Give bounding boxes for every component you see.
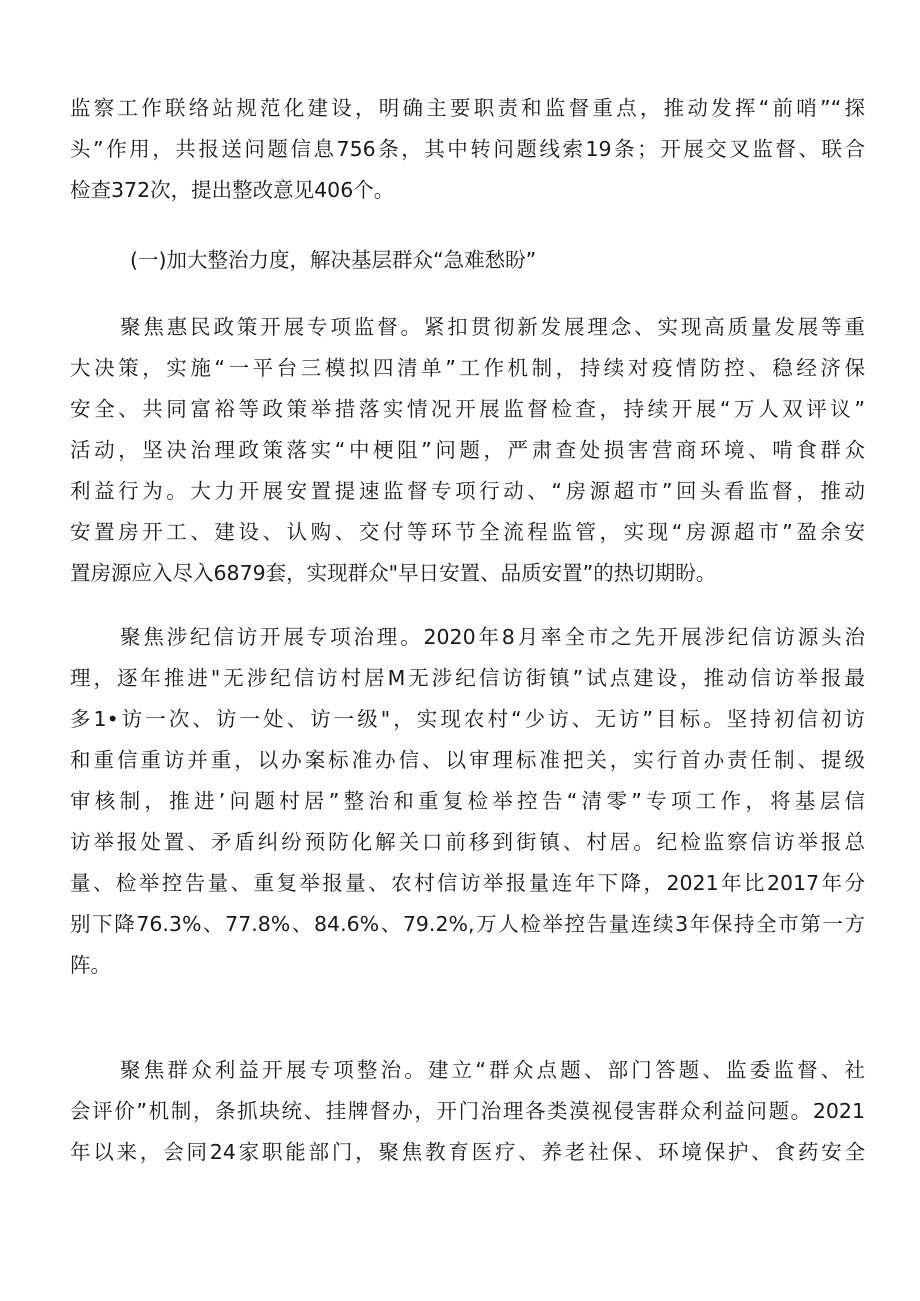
text-line: 头”作用，共报送问题信息756条，其中转问题线索19条；开展交叉监督、联合 bbox=[70, 137, 865, 161]
text-line: 活动，坚决治理政策落实“中梗阻”问题，严肃查处损害营商环境、啃食群众 bbox=[70, 438, 865, 462]
text-line: 聚焦惠民政策开展专项监督。紧扣贯彻新发展理念、实现高质量发展等重 bbox=[120, 315, 865, 339]
text-line: 量、检举控告量、重复举报量、农村信访举报量连年下降，2021年比2017年分 bbox=[70, 871, 865, 895]
paragraph-station-building bbox=[70, 88, 865, 211]
text-line: 访举报处置、矛盾纠纷预防化解关口前移到街镇、村居。纪检监察信访举报总 bbox=[70, 830, 865, 854]
text-line: 和重信重访并重，以办案标准办信、以审理标准把关，实行首办责任制、提级 bbox=[70, 748, 865, 772]
text-line: 年以来，会同24家职能部门，聚焦教育医疗、养老社保、环境保护、食药安全 bbox=[70, 1140, 865, 1164]
section-heading: (一)加大整治力度，解决基层群众“急难愁盼” bbox=[130, 248, 537, 272]
text-line: 别下降76.3%、77.8%、84.6%、79.2%,万人检举控告量连续3年保持全市第一方 bbox=[70, 912, 865, 936]
text-line: 安置房开工、建设、认购、交付等环节全流程监管，实现“房源超市”盈余安 bbox=[70, 520, 865, 544]
text-line: 利益行为。大力开展安置提速监督专项行动、“房源超市”回头看监督，推动 bbox=[70, 479, 865, 503]
text-line: 监察工作联络站规范化建设，明确主要职责和监督重点，推动发挥“前哨”“探 bbox=[70, 96, 865, 120]
text-line: 阵。 bbox=[70, 953, 111, 977]
text-line: 会评价”机制，条抓块统、挂牌督办，开门治理各类漠视侵害群众利益问题。2021 bbox=[70, 1099, 865, 1123]
text-line: 审核制，推进’问题村居”整治和重复检举控告“清零”专项工作，将基层信 bbox=[70, 789, 865, 813]
text-line: 大决策，实施“一平台三模拟四清单”工作机制，持续对疫情防控、稳经济保 bbox=[70, 356, 865, 380]
paragraph-petition-governance bbox=[70, 617, 865, 986]
text-line: 聚焦涉纪信访开展专项治理。2020年8月率全市之先开展涉纪信访源头治 bbox=[120, 625, 865, 649]
text-line: 置房源应入尽入6879套，实现群众"早日安置、品质安置”的热切期盼。 bbox=[70, 561, 717, 585]
text-line: 理，逐年推进"无涉纪信访村居M无涉纪信访街镇”试点建设，推动信访举报最 bbox=[70, 666, 865, 690]
text-line: 聚焦群众利益开展专项整治。建立“群众点题、部门答题、监委监督、社 bbox=[120, 1058, 865, 1082]
text-line: 多1•访一次、访一处、访一级"，实现农村“少访、无访”目标。坚持初信初访 bbox=[70, 707, 865, 731]
text-line: 检查372次，提出整改意见406个。 bbox=[70, 178, 395, 202]
paragraph-interest-rectification bbox=[70, 1050, 865, 1173]
paragraph-policy-supervision bbox=[70, 307, 865, 594]
text-line: 安全、共同富裕等政策举措落实情况开展监督检查，持续开展“万人双评议” bbox=[70, 397, 865, 421]
